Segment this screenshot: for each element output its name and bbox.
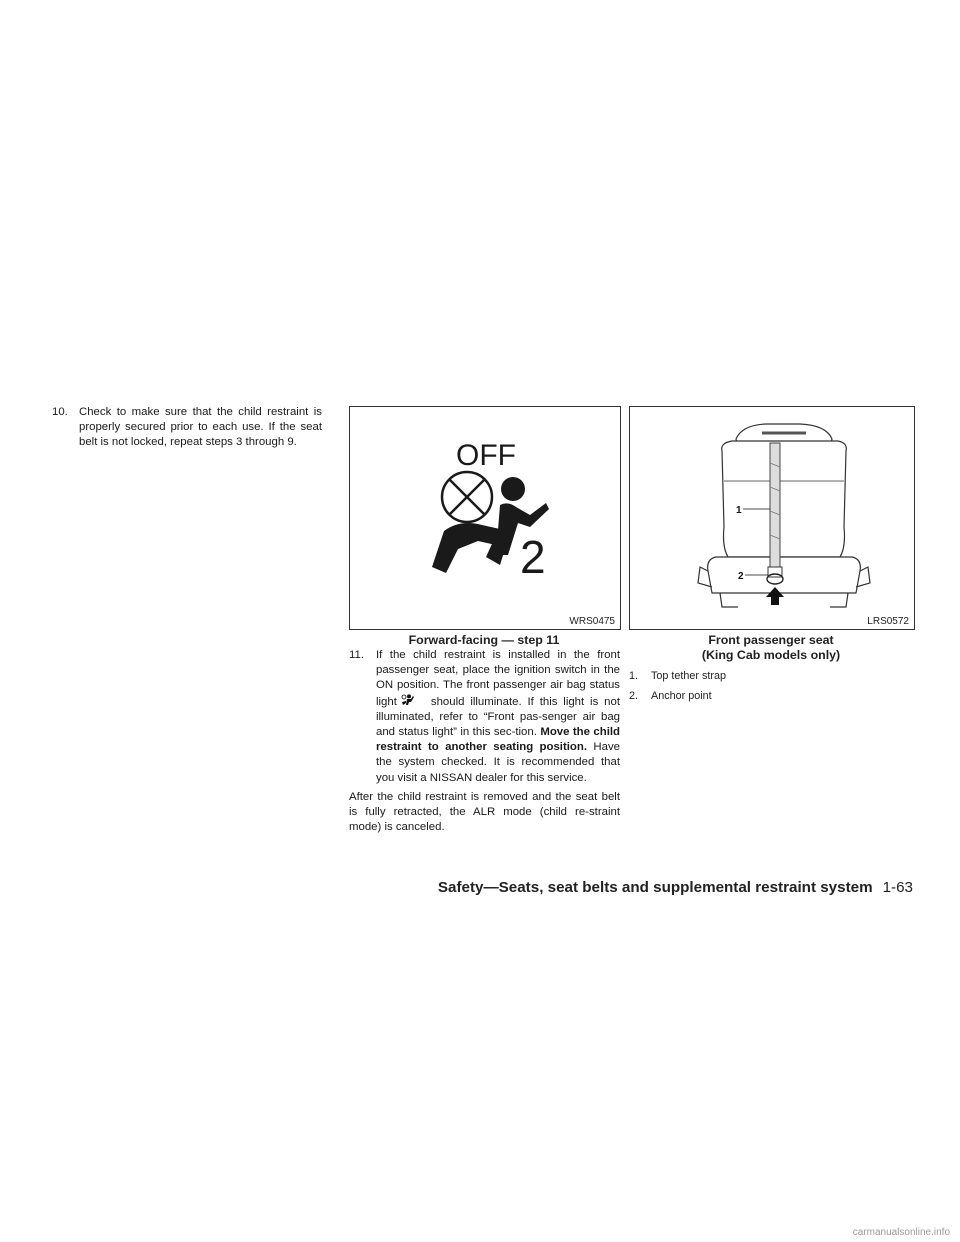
airbag-off-indicator-icon [350,407,620,629]
page-number: 1-63 [882,879,913,896]
label-2: 2 [738,571,744,582]
figure-2-caption-line1: Front passenger seat [708,633,834,647]
section-title: Safety—Seats, seat belts and supplemental restraint system [437,879,873,896]
step-10-text: Check to make sure that the child restraint is properly secured prior to each use. If the seat belt is not locked, repeat steps 3 through 9. [79,406,322,449]
after-removal-paragraph: After the child restraint is removed and the seat belt is fully retracted, the ALR mode (child re-straint mode) is canceled. [349,790,620,834]
step-10-column [52,405,322,451]
legend-text: Anchor point [651,690,712,702]
step-11 [349,648,620,786]
indicator-digit: 2 [520,531,546,583]
legend-item [629,670,909,682]
airbag-off-figure [349,406,621,630]
figure-1-caption: Forward-facing — step 11 [408,633,560,647]
page-footer [0,879,913,896]
legend-number: 2. [629,690,639,702]
figure-2-caption-line2: (King Cab models only) [701,648,841,662]
step-10-number: 10. [52,406,68,418]
legend-number: 1. [629,670,639,682]
step-11-text-c: Have the system checked. It is recommended that you visit a NISSAN dealer for this service. [376,741,621,784]
tether-seat-figure [629,406,915,630]
step-11-column [349,648,620,835]
legend-text: Top tether strap [651,670,727,682]
figure-2-caption [629,633,913,663]
step-10 [52,405,322,451]
figure-code: WRS0475 [569,616,615,627]
step-11-number: 11. [349,649,364,661]
label-1: 1 [736,505,742,516]
step-11-text-a: If the child restraint is installed in the front passenger seat, place the ignition switch in the ON position. The front passenger air bag status light [376,649,620,708]
watermark: carmanualsonline.info [852,1227,950,1238]
legend-item [629,690,909,702]
passenger-airbag-status-icon [401,694,415,706]
step-11-bold-text: Move the child restraint to another seating position. [376,726,620,754]
figure-2-legend [629,670,909,710]
seat-tether-illustration-icon [630,407,914,629]
step-11-text-b: should illuminate. If this light is not illuminated, refer to “Front pas-senger air bag and status light” in this sec-tion. [376,695,620,739]
off-label: OFF [456,439,516,472]
figure-code: LRS0572 [867,616,909,627]
